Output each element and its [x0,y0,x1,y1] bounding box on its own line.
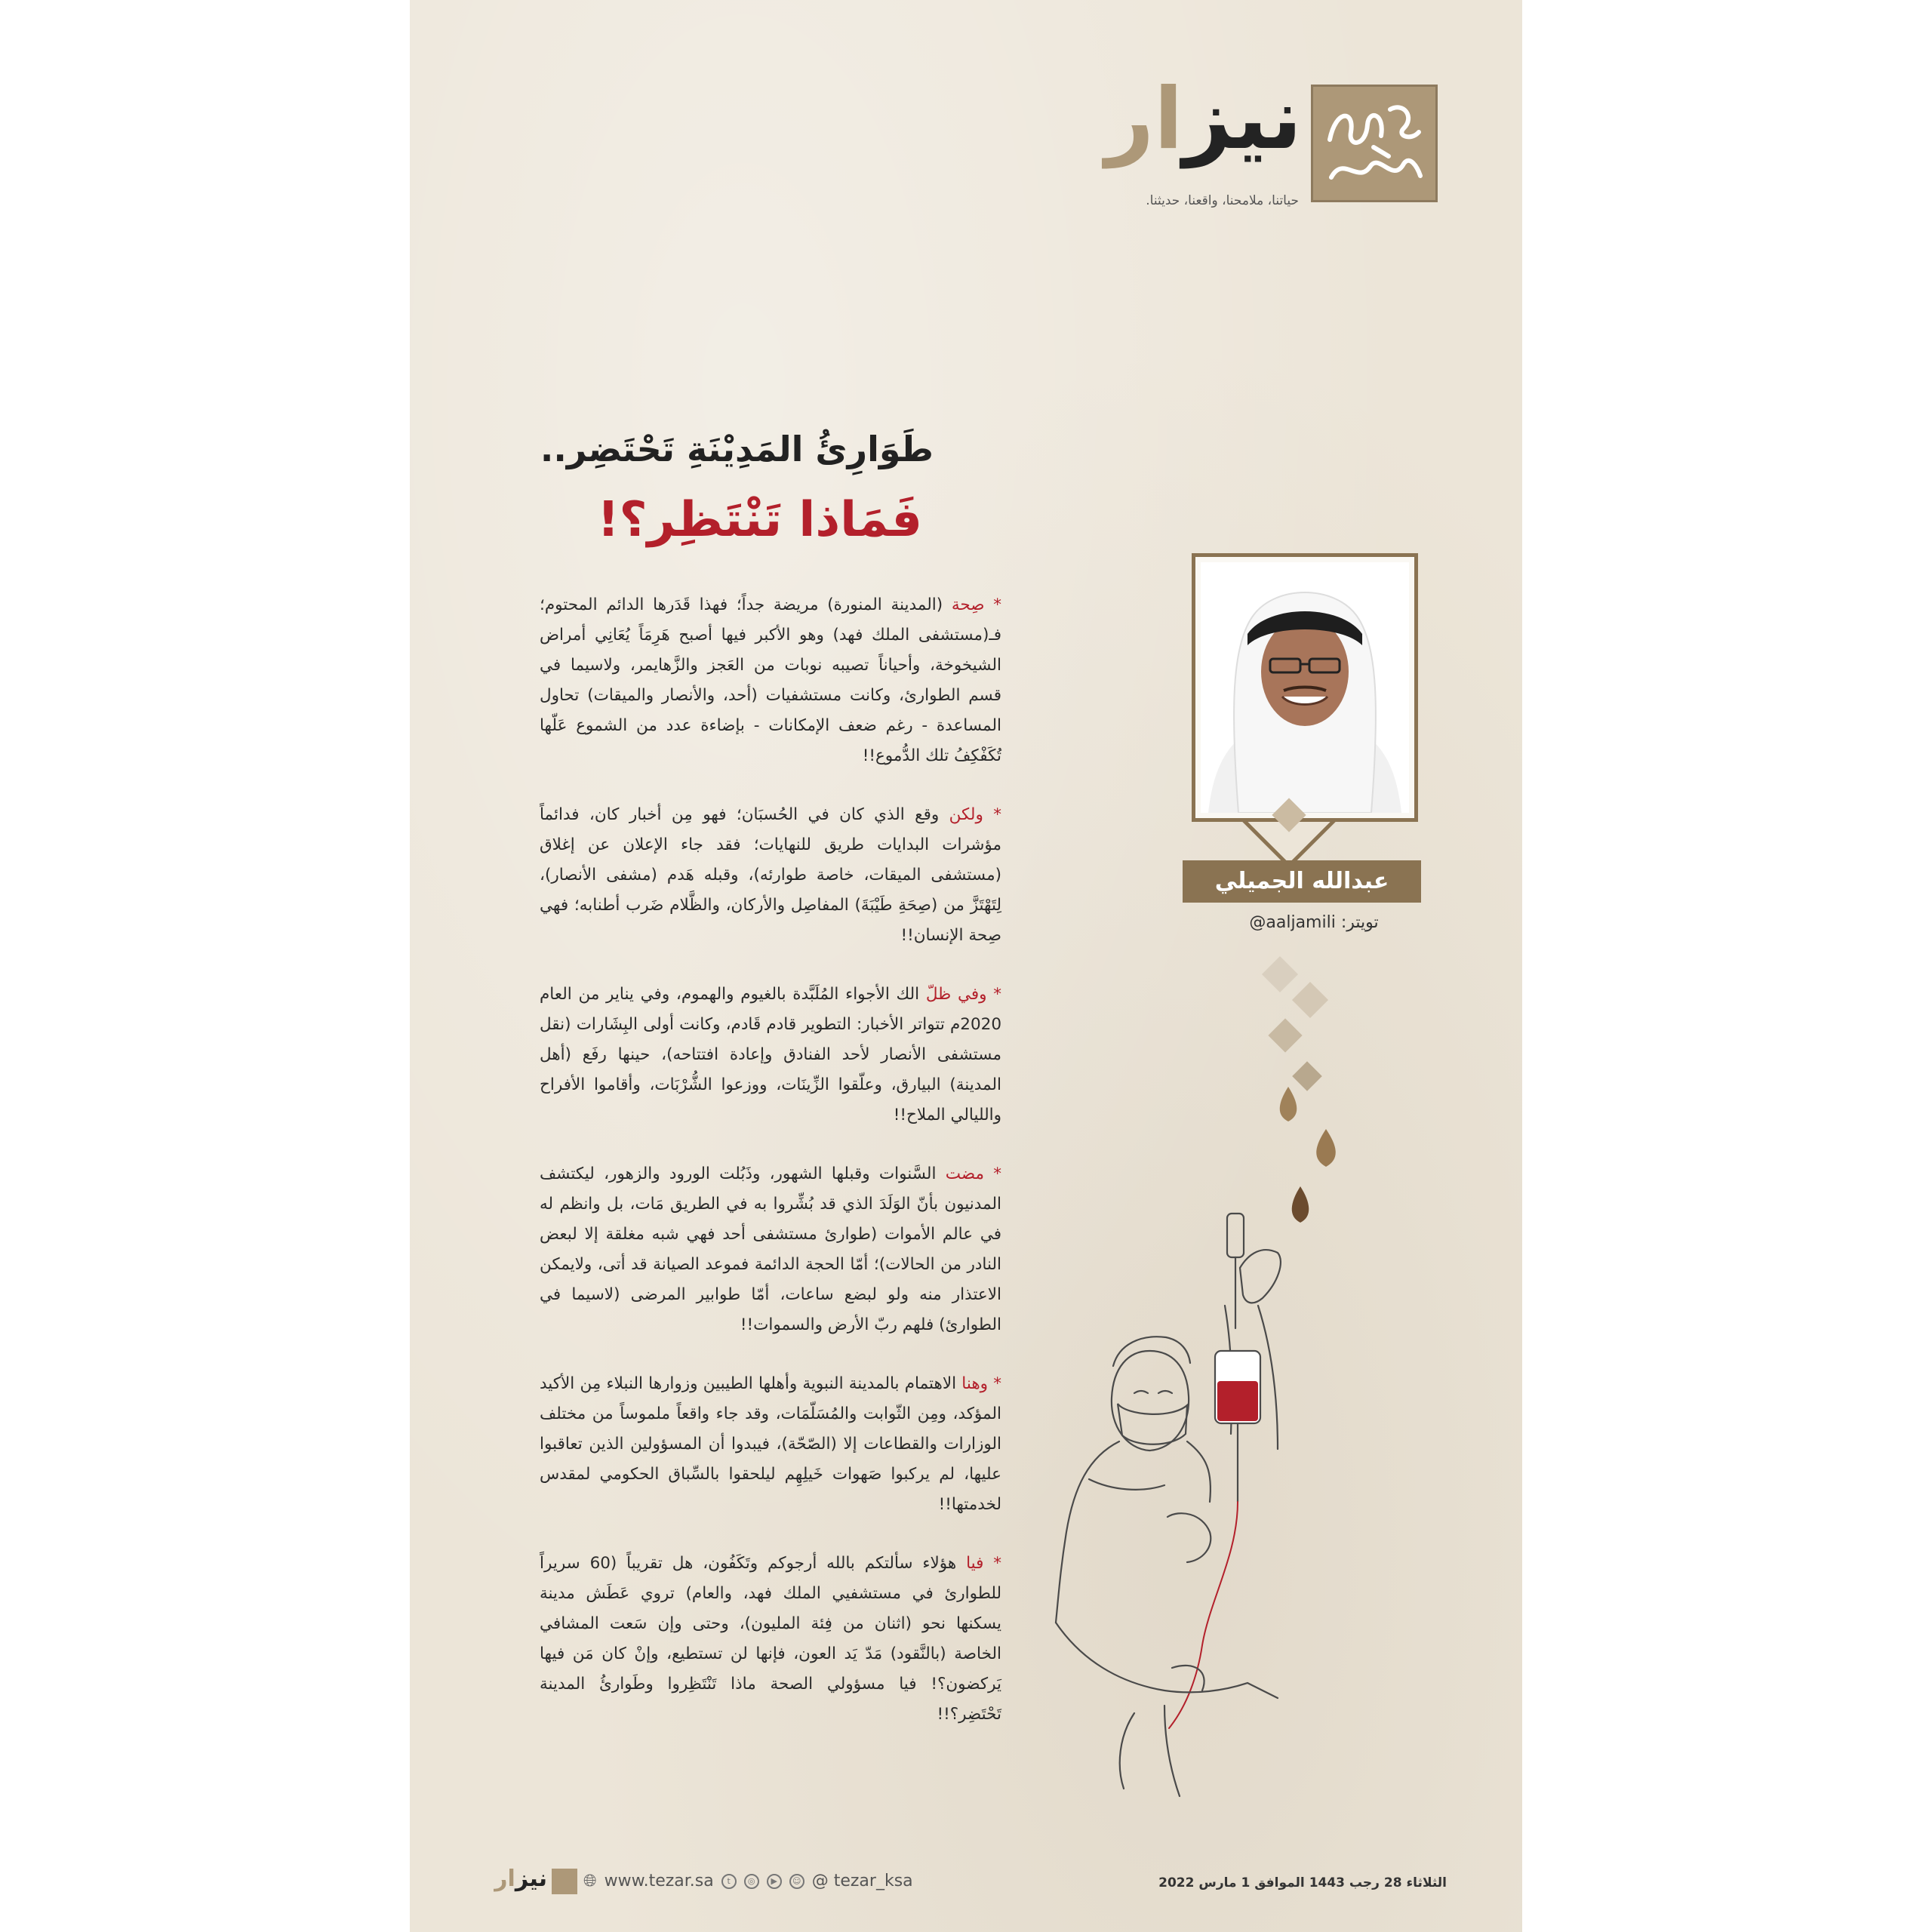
decoration-layer [410,0,1522,1932]
magazine-page [410,0,1522,1932]
article-paragraph: * وفي ظلّ الك الأجواء المُلَبَّدة بالغيوم والهموم، وفي يناير من العام 2020م تتواتر الأخبار: التطوير قادم قَادم، وكانت أولى البِشَارات (نقل مستشفى الأنصار لأحد الفنادق وإعادة افتتاحه)، حينها رفَع (أهل المدينة) البيارق، وعلّقوا الزِّينَات، ووزعوا الشُّرْبَات، وأقاموا الأفراح والليالي الملاح!! [540,985,1001,1124]
snapchat-icon[interactable]: ☺ [789,1874,804,1889]
footer-date: الثلاثاء 28 رجب 1443 الموافق 1 مارس 2022 [1158,1875,1447,1890]
twitter-label: تويتر: [1340,913,1379,932]
footer-social-row [583,1872,913,1890]
headline-line-2: فَمَاذا تَنْتَظِر؟! [597,492,922,548]
twitter-handle[interactable]: @aaljamili [1249,913,1336,932]
nurse-illustration [1056,1214,1281,1796]
globe-icon: 🌐︎ [583,1872,597,1890]
diamond-ornaments [1262,956,1328,1091]
logo-wordmark: نيزار [1105,70,1302,168]
footer-wordmark: نيزار [494,1866,547,1892]
twitter-icon[interactable]: t [721,1874,737,1889]
article-paragraph: * مضت السَّنوات وقبلها الشهور، وذَبُلت الورود والزهور، ليكتشف المدنيون بأنّ الوَلَدَ الذي قد بُشِّروا به في الطريق مَات، بل وانظم له في عالم الأموات (طوارئ مستشفى أحد فهي شبه مغلقة إلا لبعض النادر من الحالات)؛ أمّا الحجة الدائمة فموعد الصيانة قد أتى، ولايمكن الاعتذار منه ولو لبضع ساعات، أمّا طوابير المرضى (لاسيما في الطوارئ) فلهم ربّ الأرض والسموات!! [540,1164,1001,1334]
article-paragraph: * فيا هؤلاء سألتكم بالله أرجوكم وتَكَفُون، هل تقريباً (60 سريراً للطوارئ في مستشفيي الملك فهد، والعام) تروي عَطَش مدينة يسكنها نحو (اثنان من فِئة المليون)، وحتى وإن سَعت المشافي الخاصة (بالنَّقود) مَدّ يَد العون، فإنها لن تستطيع، وإنْ كان مَن فيها يَركضون؟! فيا مسؤولي الصحة ماذا تَنْتَظِروا وطَوارئُ المدينة تَحْتَضِر؟!! [540,1554,1001,1724]
footer-social-handle[interactable]: @ tezar_ksa [811,1872,913,1890]
youtube-icon[interactable]: ▶ [767,1874,782,1889]
drop-icons [1280,1087,1336,1223]
footer-emblem-icon [552,1869,577,1894]
article-paragraph: * ولكن وقع الذي كان في الحُسبَان؛ فهو مِن أخبار كان، فدائماً مؤشرات البدايات طريق للنهايات؛ فقد جاء الإعلان عن إغلاق (مستشفى الميقات، خاصة طوارئه)، وقبله هَدم (مشفى الأنصار)، لِتَهْتَزَّ من (صِحَةِ طَيْبَةَ) المفاصِل والأركان، والظَّلام ضَرب أطنابه؛ فهي صِحة الإنسان!! [540,805,1001,945]
footer-logo[interactable] [493,1866,577,1894]
article-paragraph: * وهنا الاهتمام بالمدينة النبوية وأهلها الطيبين وزوارها النبلاء مِن الأكيد المؤكد، ومِن الثّوابت والمُسَلّمَات، وقد جاء واقعاً ملموساً من مختلف الوزارات والقطاعات إلا (الصّحّة)، فيبدوا أن المسؤولين الذين تعاقبوا عليها، لم يركبوا صَهوات خَيلِهِم ليلحقوا بالسِّباق الحكومي لمقدس لخدمتها!! [540,1374,1002,1514]
article-paragraph: * صِحة (المدينة المنورة) مريضة جداً؛ فهذا قَدَرها الدائم المحتوم؛ فـ(مستشفى الملك فهد) وهو الأكبر فيها أصبح هَرِمَاً يُعَانِي أمراض الشيخوخة، وأحياناً تصيبه نوبات من العَجز والزَّهايمر، ولاسيما في قسم الطوارئ، وكانت مستشفيات (أحد، والأنصار والميقات) تحاول المساعدة - رغم ضعف الإمكانات - بإضاءة عدد من الشموع عَلّها تُكَفْكِفُ تلك الدُّموع!! [540,595,1001,765]
logo-tagline: حياتنا، ملامحنا، واقعنا، حديثنا. [1146,193,1299,208]
footer-website[interactable]: www.tezar.sa [604,1872,714,1890]
instagram-icon[interactable]: ◎ [744,1874,759,1889]
author-name: عبدالله الجميلي [1183,860,1421,903]
headline-line-1: طَوَارِئُ المَدِيْنَةِ تَحْتَضِر.. [540,429,934,469]
